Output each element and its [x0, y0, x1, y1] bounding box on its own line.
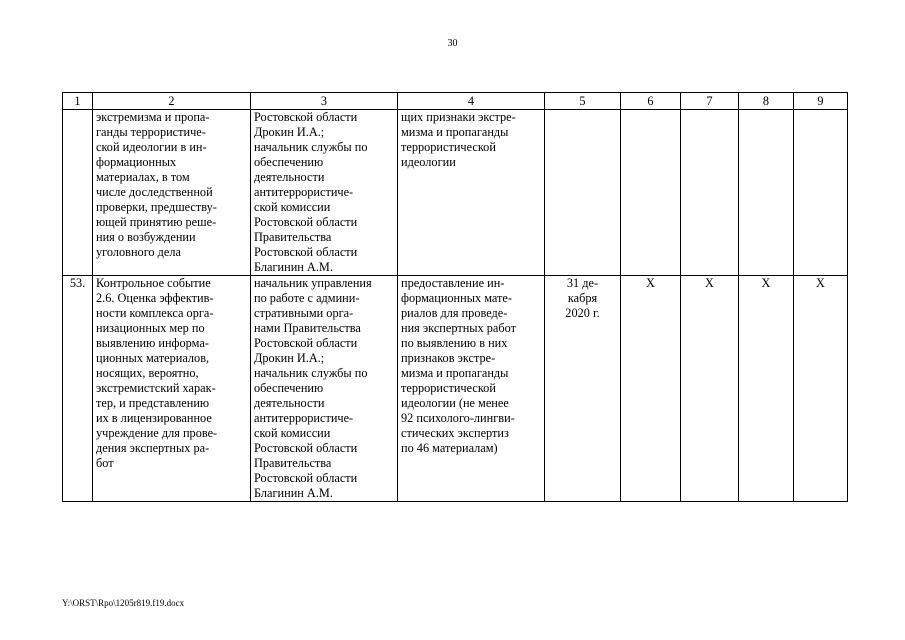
cell-text-line: формационных: [96, 155, 177, 169]
column-header: 4: [398, 93, 545, 110]
cell-text-line: их в лицензированное: [96, 411, 212, 425]
deadline-cell: [545, 276, 621, 502]
cell-text-line: бот: [96, 456, 114, 470]
column-header: 6: [621, 93, 681, 110]
cell-text-line: обеспечению: [254, 381, 324, 395]
cell-text-line: начальник управления: [254, 276, 372, 290]
deadline-cell: [545, 110, 621, 276]
cell-text-line: ской идеологии в ин-: [96, 140, 207, 154]
cell-text-line: ющей принятию реше-: [96, 215, 217, 229]
cell-text-line: Правительства: [254, 230, 332, 244]
cell-text-line: нами Правительства: [254, 321, 361, 335]
cell-text-line: стративными орга-: [254, 306, 354, 320]
cell-text-line: деятельности: [254, 396, 325, 410]
event-description-cell: [93, 276, 251, 502]
table-row: [63, 276, 848, 502]
cell-text-line: Благинин А.М.: [254, 260, 333, 274]
cell-text-line: Дрокин И.А.;: [254, 351, 325, 365]
cell-text-line: учреждение для прове-: [96, 426, 218, 440]
cell-text-line: Дрокин И.А.;: [254, 125, 325, 139]
column-header: 3: [251, 93, 398, 110]
cell-text-line: выявлению информа-: [96, 336, 209, 350]
cell-text-line: дения экспертных ра-: [96, 441, 210, 455]
cell-text-line: признаков экстре-: [401, 351, 496, 365]
cell-text-line: деятельности: [254, 170, 325, 184]
mark-cell: X: [621, 276, 681, 502]
cell-text-line: Ростовской области: [254, 245, 358, 259]
cell-text-line: ности комплекса орга-: [96, 306, 214, 320]
cell-text-line: 2.6. Оценка эффектив-: [96, 291, 214, 305]
column-header: 9: [794, 93, 848, 110]
cell-text-line: обеспечению: [254, 155, 324, 169]
cell-text-line: риалов для проведе-: [401, 306, 508, 320]
mark-cell: [621, 110, 681, 276]
result-cell: [398, 110, 545, 276]
cell-text-line: мизма и пропаганды: [401, 366, 509, 380]
cell-text-line: идеологии (не менее: [401, 396, 509, 410]
mark-cell: [794, 110, 848, 276]
responsible-cell: [251, 110, 398, 276]
cell-text-line: Ростовской области: [254, 471, 358, 485]
cell-text-line: антитеррористиче-: [254, 411, 354, 425]
cell-text-line: Ростовской области: [254, 441, 358, 455]
cell-text-line: по 46 материалам): [401, 441, 498, 455]
cell-text-line: экстремизма и пропа-: [96, 110, 210, 124]
column-header: 5: [545, 93, 621, 110]
cell-text-line: ционных материалов,: [96, 351, 210, 365]
cell-text-line: стических экспертиз: [401, 426, 509, 440]
cell-text-line: формационных мате-: [401, 291, 512, 305]
column-header: 8: [739, 93, 794, 110]
mark-cell: [681, 110, 739, 276]
cell-text-line: носящих, вероятно,: [96, 366, 199, 380]
cell-text-line: ния экспертных работ: [401, 321, 516, 335]
column-header: 2: [93, 93, 251, 110]
mark-cell: X: [794, 276, 848, 502]
cell-text-line: по работе с админи-: [254, 291, 360, 305]
table-header-row: [63, 93, 848, 110]
cell-text-line: ния о возбуждении: [96, 230, 196, 244]
cell-text-line: по выявлению в них: [401, 336, 508, 350]
cell-text-line: Ростовской области: [254, 215, 358, 229]
cell-text-line: террористической: [401, 381, 496, 395]
event-description-cell: [93, 110, 251, 276]
cell-text-line: ганды террористиче-: [96, 125, 206, 139]
column-header: 7: [681, 93, 739, 110]
cell-text-line: Ростовской области: [254, 336, 358, 350]
cell-text-line: 2020 г.: [565, 306, 600, 320]
cell-text-line: 92 психолого-лингви-: [401, 411, 515, 425]
table-row: [63, 110, 848, 276]
mark-cell: X: [681, 276, 739, 502]
responsible-cell: [251, 276, 398, 502]
cell-text-line: Благинин А.М.: [254, 486, 333, 500]
cell-text-line: предоставление ин-: [401, 276, 505, 290]
cell-text-line: ской комиссии: [254, 426, 331, 440]
cell-text-line: тер, и представлению: [96, 396, 210, 410]
cell-text-line: материалах, в том: [96, 170, 190, 184]
page-number: 30: [447, 38, 458, 49]
cell-text-line: Правительства: [254, 456, 332, 470]
plan-table: [62, 92, 848, 502]
cell-text-line: числе доследственной: [96, 185, 213, 199]
mark-cell: X: [739, 276, 794, 502]
mark-cell: [739, 110, 794, 276]
cell-text-line: Контрольное событие: [96, 276, 211, 290]
cell-text-line: начальник службы по: [254, 140, 368, 154]
cell-text-line: экстремистский харак-: [96, 381, 216, 395]
cell-text-line: 31 де-: [566, 276, 599, 290]
result-cell: [398, 276, 545, 502]
row-number-cell: 53.: [63, 276, 93, 502]
cell-text-line: идеологии: [401, 155, 456, 169]
cell-text-line: Ростовской области: [254, 110, 358, 124]
cell-text-line: террористической: [401, 140, 496, 154]
cell-text-line: начальник службы по: [254, 366, 368, 380]
file-path-footer: Y:\ORST\Rpo\1205r819.f19.docx: [62, 598, 185, 608]
cell-text-line: уголовного дела: [96, 245, 181, 259]
cell-text-line: щих признаки экстре-: [401, 110, 516, 124]
cell-text-line: низационных мер по: [96, 321, 205, 335]
column-header: 1: [63, 93, 93, 110]
cell-text-line: мизма и пропаганды: [401, 125, 509, 139]
cell-text-line: ской комиссии: [254, 200, 331, 214]
row-number-cell: [63, 110, 93, 276]
cell-text-line: проверки, предшеству-: [96, 200, 217, 214]
cell-text-line: антитеррористиче-: [254, 185, 354, 199]
cell-text-line: кабря: [567, 291, 598, 305]
